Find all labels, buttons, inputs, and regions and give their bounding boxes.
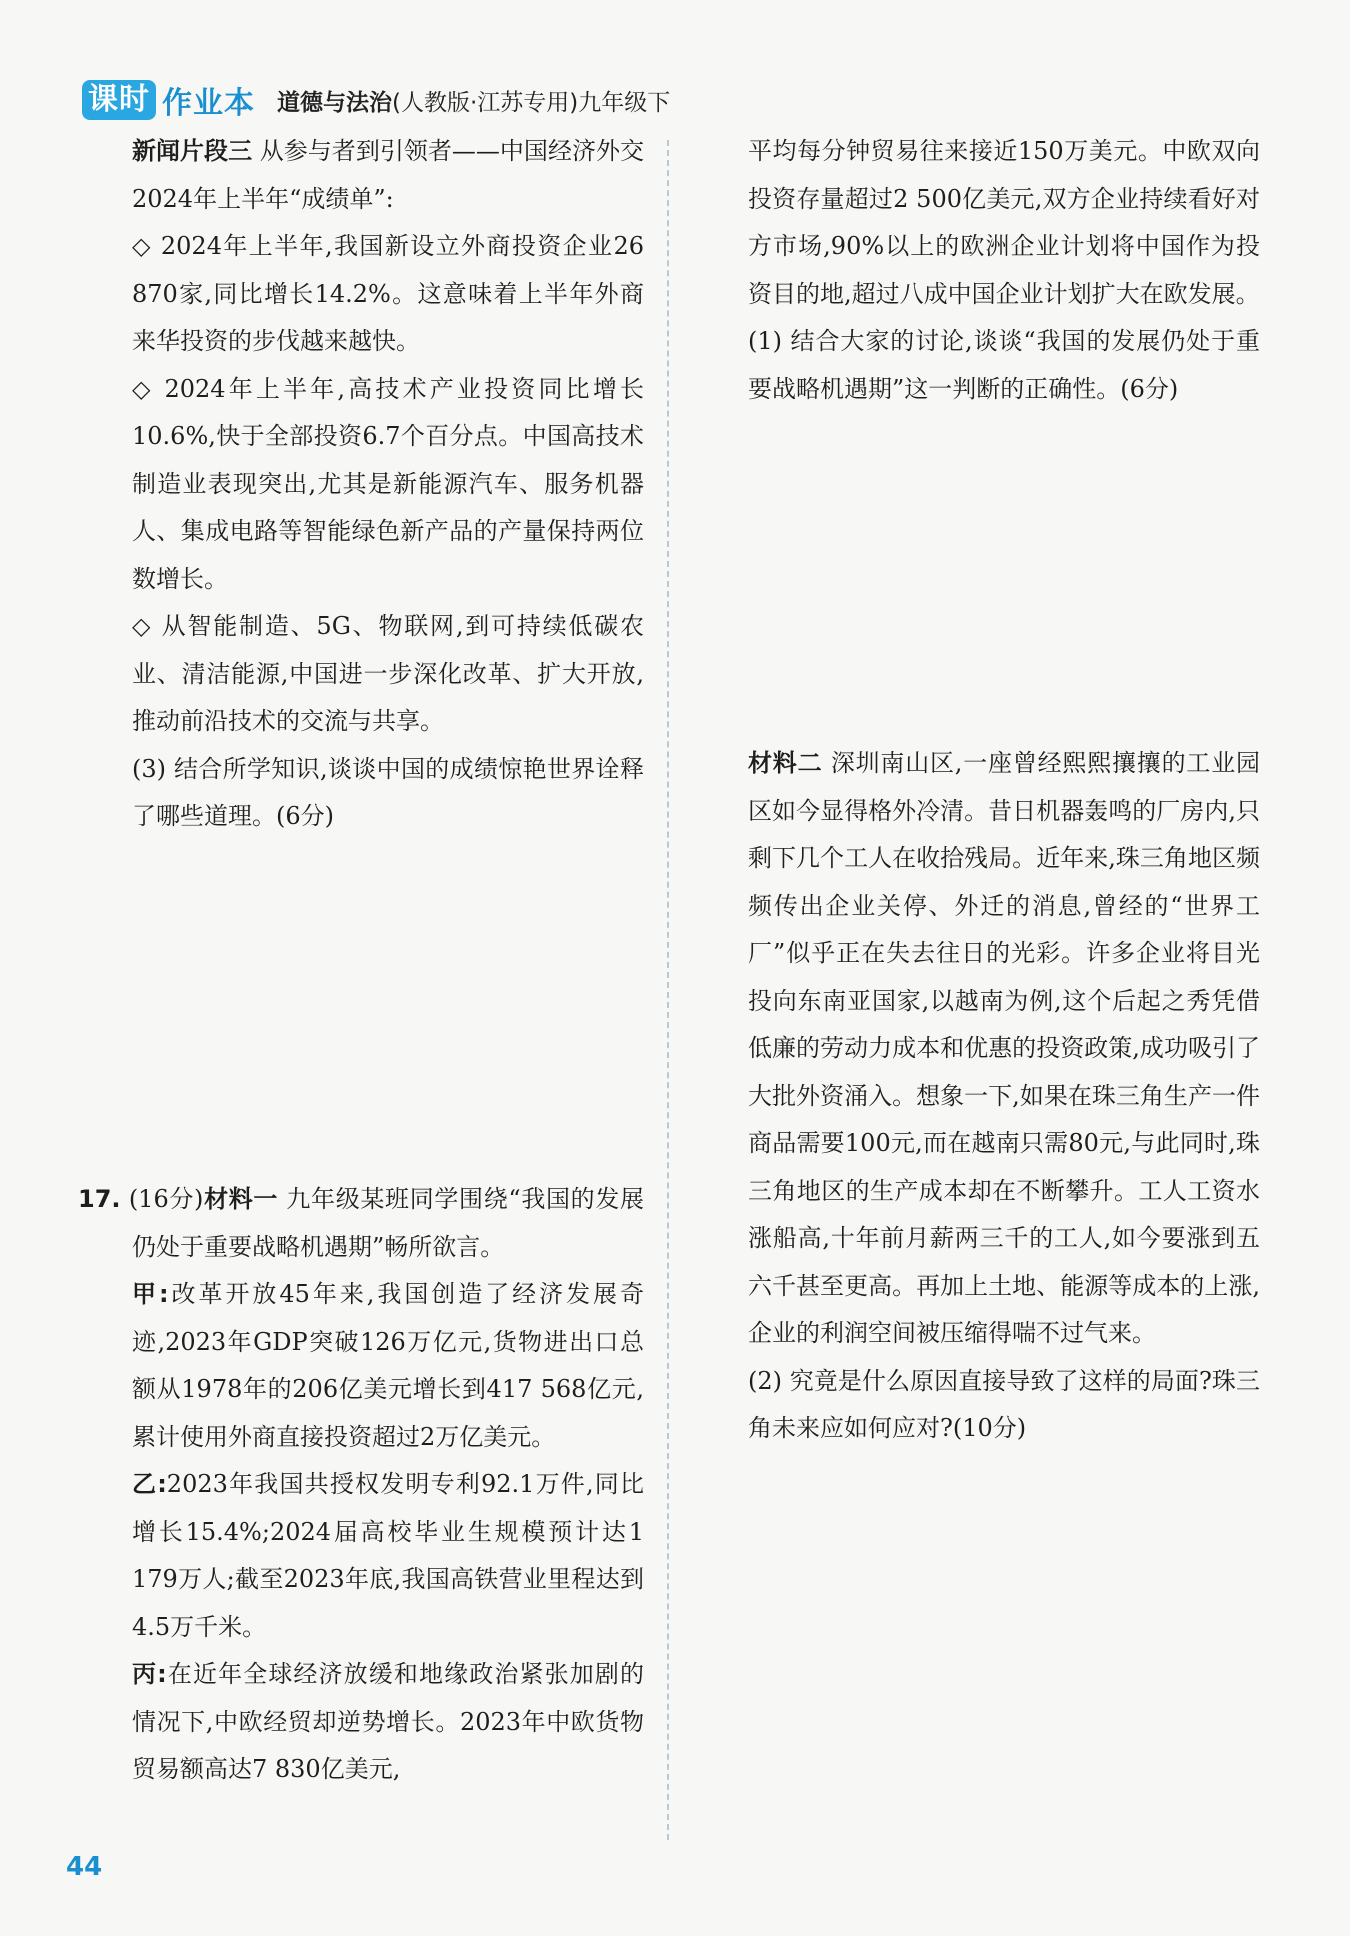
logo-box: 课时	[82, 80, 156, 120]
news-bullet-3: ◇ 从智能制造、5G、物联网,到可持续低碳农业、清洁能源,中国进一步深化改革、扩大开放,推动前沿技术的交流与共享。	[132, 612, 644, 735]
material-one-label: 材料一	[203, 1185, 279, 1213]
column-divider	[667, 140, 669, 1840]
page-number: 44	[66, 1852, 103, 1882]
jia-label: 甲:	[132, 1280, 169, 1308]
material-two-label: 材料二	[748, 749, 823, 777]
bing-continuation: 平均每分钟贸易往来接近150万美元。中欧双向投资存量超过2 500亿美元,双方企业持续看好对方市场,90%以上的欧洲企业计划将中国作为投资目的地,超过八成中国企业计划扩大在欧发展。	[748, 137, 1260, 308]
question-3: (3) 结合所学知识,谈谈中国的成绩惊艳世界诠释了哪些道理。(6分)	[132, 754, 644, 830]
question-number: 17.	[78, 1185, 121, 1213]
question-1: (1) 结合大家的讨论,谈谈“我国的发展仍处于重要战略机遇期”这一判断的正确性。(6分)	[748, 327, 1260, 403]
news-heading	[132, 128, 644, 223]
statement-jia	[78, 1271, 644, 1461]
news-bullet-1: ◇ 2024年上半年,我国新设立外商投资企业26 870家,同比增长14.2%。这意味着上半年外商来华投资的步伐越来越快。	[132, 232, 644, 355]
news-snippet-three	[132, 128, 644, 841]
jia-text: 改革开放45年来,我国创造了经济发展奇迹,2023年GDP突破126万亿元,货物进出口总额从1978年的206亿美元增长到417 568亿元,累计使用外商直接投资超过2万亿美元。	[132, 1280, 644, 1451]
news-bullet-2: ◇ 2024年上半年,高技术产业投资同比增长10.6%,快于全部投资6.7个百分点。中国高技术制造业表现突出,尤其是新能源汽车、服务机器人、集成电路等智能绿色新产品的产量保持两位数增长。	[132, 374, 644, 593]
material-one-continued	[748, 128, 1260, 413]
logo-text: 作业本	[162, 86, 255, 121]
bing-text: 在近年全球经济放缓和地缘政治紧张加剧的情况下,中欧经贸却逆势增长。2023年中欧货物贸易额高达7 830亿美元,	[132, 1660, 644, 1783]
material-two-paragraph	[748, 740, 1260, 1358]
news-title: 从参与者到引领者——中国经济外交2024年上半年“成绩单”:	[132, 137, 645, 213]
subject-name: 道德与法治	[277, 89, 392, 116]
statement-bing	[78, 1651, 644, 1794]
question-score: (16分)	[128, 1185, 204, 1213]
book-subtitle	[277, 84, 670, 117]
yi-text: 2023年我国共授权发明专利92.1万件,同比增长15.4%;2024届高校毕业生规模预计达1 179万人;截至2023年底,我国高铁营业里程达到4.5万千米。	[132, 1470, 644, 1641]
material-two-text: 深圳南山区,一座曾经熙熙攘攘的工业园区如今显得格外冷清。昔日机器轰鸣的厂房内,只剩下几个工人在收拾残局。近年来,珠三角地区频频传出企业关停、外迁的消息,曾经的“世界工厂”似乎正在失去往日的光彩。许多企业将目光投向东南亚国家,以越南为例,这个后起之秀凭借低廉的劳动力成本和优惠的投资政策,成功吸引了大批外资涌入。想象一下,如果在珠三角生产一件商品需要100元,而在越南只需80元,与此同时,珠三角地区的生产成本却在不断攀升。工人工资水涨船高,十年前月薪两三千的工人,如今要涨到五六千甚至更高。再加上土地、能源等成本的上涨,企业的利润空间被压缩得喘不过气来。	[748, 749, 1260, 1347]
page-header	[82, 78, 670, 122]
yi-label: 乙:	[132, 1470, 167, 1498]
material-one-text: 九年级某班同学围绕“我国的发展仍处于重要战略机遇期”畅所欲言。	[132, 1185, 644, 1261]
brand-logo	[82, 78, 255, 122]
statement-yi	[78, 1461, 644, 1651]
material-two	[748, 740, 1260, 1453]
bing-label: 丙:	[132, 1660, 167, 1688]
question-2: (2) 究竟是什么原因直接导致了这样的局面?珠三角未来应如何应对?(10分)	[748, 1366, 1260, 1442]
material-one	[78, 1176, 644, 1271]
question-17	[78, 1176, 644, 1794]
news-label: 新闻片段三	[132, 137, 253, 165]
edition-info: (人教版·江苏专用)九年级下	[392, 89, 671, 116]
